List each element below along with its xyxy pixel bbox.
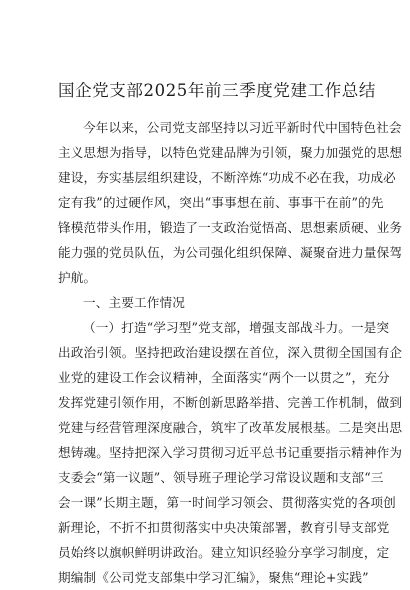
paragraph-line: 建设，夯实基层组织建设，不断淬炼“功成不必在我，功成必 <box>58 170 396 185</box>
paragraph-line: （一）打造“学习型”党支部，增强支部战斗力。一是突 <box>83 320 390 335</box>
paragraph-line: 会一课”长期主题，第一时间学习领会、贯彻落实党的各项创 <box>58 495 396 510</box>
paragraph-line: 业党的建设工作会议精神，全面落实“两个一以贯之”，充分 <box>58 370 390 385</box>
paragraph-line: 支委会“第一议题”、领导班子理论学习常设议题和支部“三 <box>58 470 384 485</box>
section-heading: 一、主要工作情况 <box>83 295 185 310</box>
paragraph-line: 想铸魂。坚持把深入学习贯彻习近平总书记重要指示精神作为 <box>58 445 403 460</box>
document-title: 国企党支部2025年前三季度党建工作总结 <box>58 81 376 100</box>
paragraph-line: 员始终以旗帜鲜明讲政治。建立知识经验分享学习制度，定 <box>58 545 390 560</box>
paragraph-line: 新理论，不折不扣贯彻落实中央决策部署，教育引导支部党 <box>58 520 390 535</box>
paragraph-line: 期编制《公司党支部集中学习汇编》，聚焦“理论+实践” <box>58 570 369 585</box>
paragraph-line: 定有我”的过硬作风，突出“事事想在前、事事干在前”的先 <box>58 195 384 210</box>
paragraph-line: 出政治引领。坚持把政治建设摆在首位，深入贯彻全国国有企 <box>58 345 403 360</box>
paragraph-line: 今年以来，公司党支部坚持以习近平新时代中国特色社会 <box>83 120 402 135</box>
paragraph-line: 主义思想为指导，以特色党建品牌为引领，聚力加强党的思想 <box>58 145 403 160</box>
paragraph-line: 护航。 <box>58 270 97 285</box>
document-body <box>58 115 403 590</box>
paragraph-line: 发挥党建引领作用，不断创新思路举措、完善工作机制，做到 <box>58 395 403 410</box>
paragraph-line: 能力强的党员队伍，为公司强化组织保障、凝聚奋进力量保驾 <box>58 245 403 260</box>
paragraph-line: 锋模范带头作用，锻造了一支政治觉悟高、思想素质硬、业务 <box>58 220 403 235</box>
paragraph-line: 党建与经营管理深度融合，筑牢了改革发展根基。二是突出思 <box>58 420 403 435</box>
